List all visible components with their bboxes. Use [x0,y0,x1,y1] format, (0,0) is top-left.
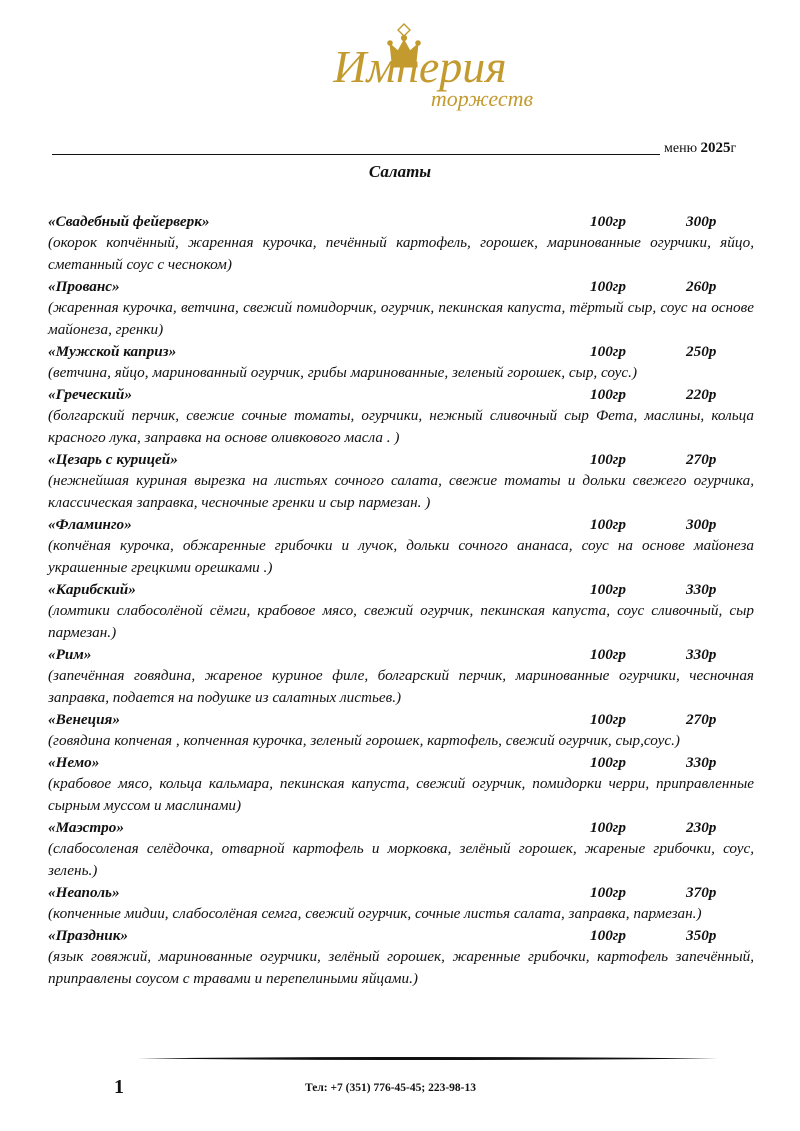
item-price: 300р [686,516,717,533]
logo-main-text: Империя [333,41,507,92]
item-description: (жаренная курочка, ветчина, свежий помидорчик, огурчик, пекинская капуста, тёртый сыр, соус на основе майонеза, гренки) [48,299,754,338]
menu-year-label [664,140,736,157]
item-weight: 100гр [590,343,626,360]
item-description: (ветчина, яйцо, маринованный огурчик, грибы маринованные, зеленый горошек, сыр, соус.) [48,364,638,381]
item-description: (копчёная курочка, обжаренные грибочки и лучок, дольки сочного ананаса, соус на основе майонеза украшенные грецкими орешками .) [48,537,754,576]
item-price: 270р [686,451,717,468]
menu-item [48,753,754,817]
item-price: 330р [686,581,717,598]
item-name: «Фламинго» [48,516,132,533]
item-name: «Неаполь» [48,884,120,901]
menu-item [48,645,754,709]
logo-sub-text: торжеств [430,86,534,111]
menu-item [48,277,754,341]
menu-year: 2025 [700,140,731,156]
item-weight: 100гр [590,754,626,771]
item-price: 370р [686,884,717,901]
item-weight: 100гр [590,516,626,533]
menu-item [48,883,754,925]
menu-item [48,710,754,752]
item-description: (запечённая говядина, жареное куриное филе, болгарский перчик, маринованные огурчики, чесночная заправка, подается на подушке из салатных листьев.) [48,667,754,706]
item-weight: 100гр [590,451,626,468]
item-name: «Прованс» [48,278,120,295]
item-description: (нежнейшая куриная вырезка на листьях сочного салата, свежие томаты и дольки свежего огурчика, классическая заправка, чесночные гренки и сыр пармезан. ) [48,472,754,511]
item-price: 260р [686,278,717,295]
item-name: «Праздник» [48,927,129,944]
menu-item [48,926,754,990]
item-price: 230р [686,819,717,836]
item-name: «Рим» [48,646,92,663]
item-price: 330р [686,646,717,663]
menu-item [48,212,754,276]
item-description: (ломтики слабосолёной сёмги, крабовое мясо, свежий огурчик, пекинская капуста, соус сливочный, сыр пармезан.) [48,602,754,641]
item-weight: 100гр [590,581,626,598]
item-description: (крабовое мясо, кольца кальмара, пекинская капуста, свежий огурчик, помидорки черри, приправленные сырным муссом и маслинами) [48,775,754,814]
menu-item [48,580,754,644]
item-price: 350р [686,927,717,944]
menu-item [48,515,754,579]
page-number: 1 [114,1076,124,1098]
item-weight: 100гр [590,927,626,944]
item-name: «Венеция» [48,711,120,728]
menu-item [48,385,754,449]
menu-label: меню [664,141,698,156]
item-name: «Карибский» [48,581,136,598]
menu-item [48,818,754,882]
item-name: «Свадебный фейерверк» [48,213,210,230]
item-description: (окорок копчённый, жаренная курочка, печённый картофель, горошек, маринованные огурчики, яйцо, сметанный соус с чесноком) [48,234,754,273]
item-price: 270р [686,711,717,728]
item-name: «Немо» [48,754,100,771]
item-weight: 100гр [590,386,626,403]
item-weight: 100гр [590,884,626,901]
item-price: 220р [686,386,717,403]
item-name: «Цезарь с курицей» [48,451,178,468]
header-divider [52,154,660,155]
item-weight: 100гр [590,711,626,728]
item-name: «Мужской каприз» [48,343,177,360]
footer-divider [138,1056,718,1061]
menu-item [48,450,754,514]
menu-item [48,342,754,384]
item-description: (слабосоленая селёдочка, отварной картофель и морковка, зелёный горошек, жареные грибочки, соус, зелень.) [48,840,754,879]
item-name: «Маэстро» [48,819,124,836]
item-price: 330р [686,754,717,771]
item-price: 250р [686,343,717,360]
item-name: «Греческий» [48,386,132,403]
item-weight: 100гр [590,819,626,836]
section-title: Салаты [368,162,432,181]
year-suffix: г [730,141,737,156]
item-description: (говядина копченая , копченная курочка, зеленый горошек, картофель, свежий огурчик, сыр,соус.) [48,732,680,749]
menu-items-list [48,212,754,991]
company-logo [0,18,800,118]
item-price: 300р [686,213,717,230]
item-description: (болгарский перчик, свежие сочные томаты, огурчики, нежный сливочный сыр Фета, маслины, кольца красного лука, заправка на основе оливкового масла . ) [48,407,754,446]
item-description: (язык говяжий, маринованные огурчики, зелёный горошек, жаренные грибочки, картофель запечённый, приправлены соусом с травами и перепелиными яйцами.) [48,948,754,987]
contact-phone: Тел: +7 (351) 776-45-45; 223-98-13 [305,1082,476,1094]
item-weight: 100гр [590,646,626,663]
item-description: (копченные мидии, слабосолёная семга, свежий огурчик, сочные листья салата, заправка, пармезан.) [48,905,702,922]
item-weight: 100гр [590,213,626,230]
item-weight: 100гр [590,278,626,295]
